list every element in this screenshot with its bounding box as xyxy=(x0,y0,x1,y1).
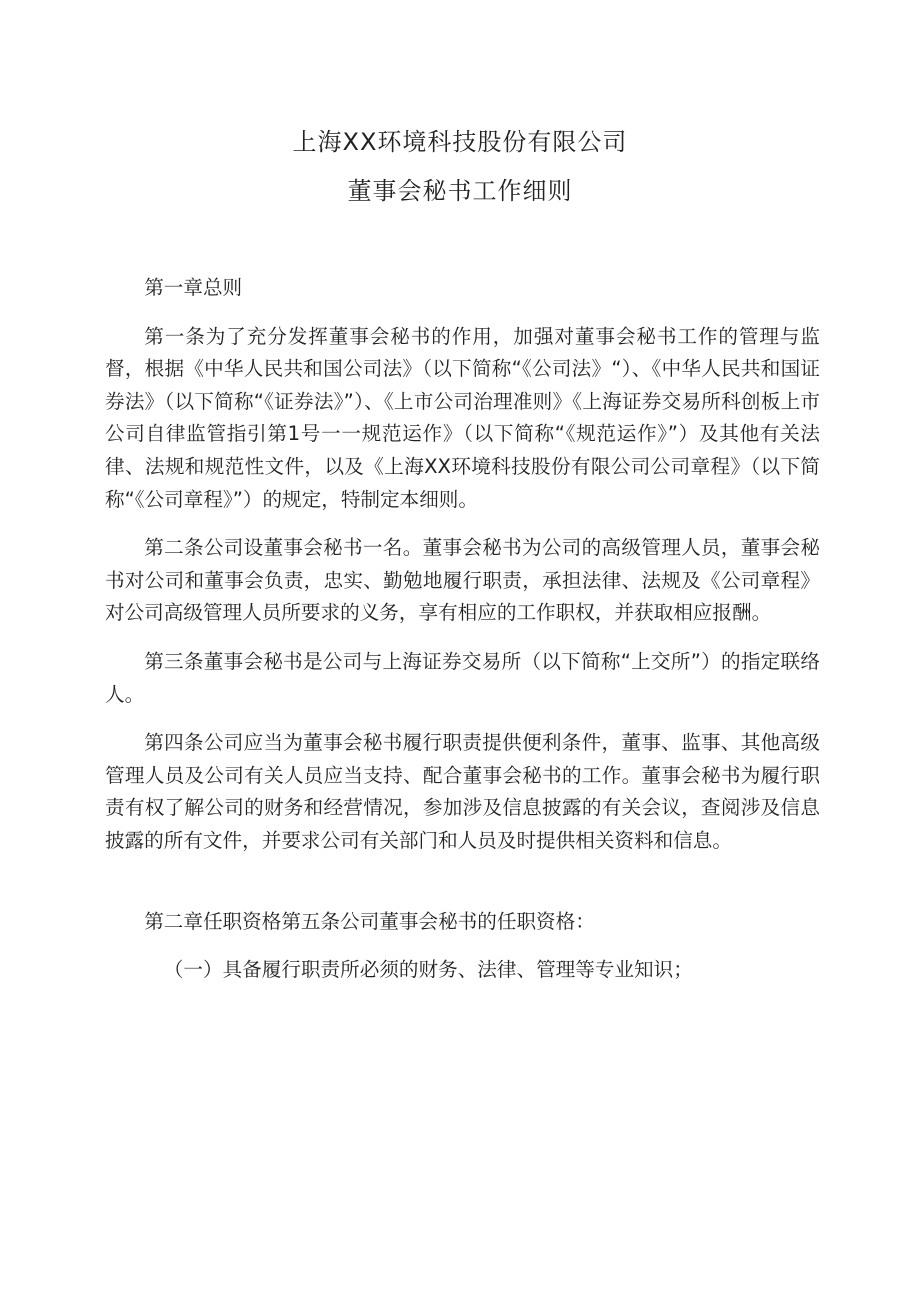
article-4: 第四条公司应当为董事会秘书履行职责提供便利条件，董事、监事、其他高级管理人员及公司有关人员应当支持、配合董事会秘书的工作。董事会秘书为履行职责有权了解公司的财务和经营情况，参加涉及信息披露的有关会议，查阅涉及信息披露的所有文件，并要求公司有关部门和人员及时提供相关资料和信息。 xyxy=(105,731,820,852)
chapter2-heading: 第二章任职资格第五条公司董事会秘书的任职资格： xyxy=(144,909,595,933)
article-3: 第三条董事会秘书是公司与上海证券交易所（以下简称“上交所”）的指定联络人。 xyxy=(105,649,820,706)
document-body xyxy=(105,272,820,987)
document-title-rules: 董事会秘书工作细则 xyxy=(347,177,573,205)
article-1: 第一条为了充分发挥董事会秘书的作用，加强对董事会秘书工作的管理与监督，根据《中华人民共和国公司法》（以下简称“《公司法》“）、《中华人民共和国证券法》（以下简称“《证券法》”）、《上市公司治理准则》《上海证券交易所科创板上市公司自律监管指引第1号一一规范运作》（以下简称“《规范运作》”）及其他有关法律、法规和规范性文件，以及《上海XX环境科技股份有限公司公司章程》（以下简称“《公司章程》”）的规定，特制定本细则。 xyxy=(105,324,820,511)
qualification-item-1: （一）具备履行职责所必须的财务、法律、管理等专业知识； xyxy=(163,958,693,982)
chapter1-heading: 第一章总则 xyxy=(144,276,243,299)
article-2: 第二条公司设董事会秘书一名。董事会秘书为公司的高级管理人员，董事会秘书对公司和董事会负责，忠实、勤勉地履行职责，承担法律、法规及《公司章程》对公司高级管理人员所要求的义务，享有相应的工作职权，并获取相应报酬。 xyxy=(105,536,820,625)
document-title-company: 上海XX环境科技股份有限公司 xyxy=(292,128,628,156)
